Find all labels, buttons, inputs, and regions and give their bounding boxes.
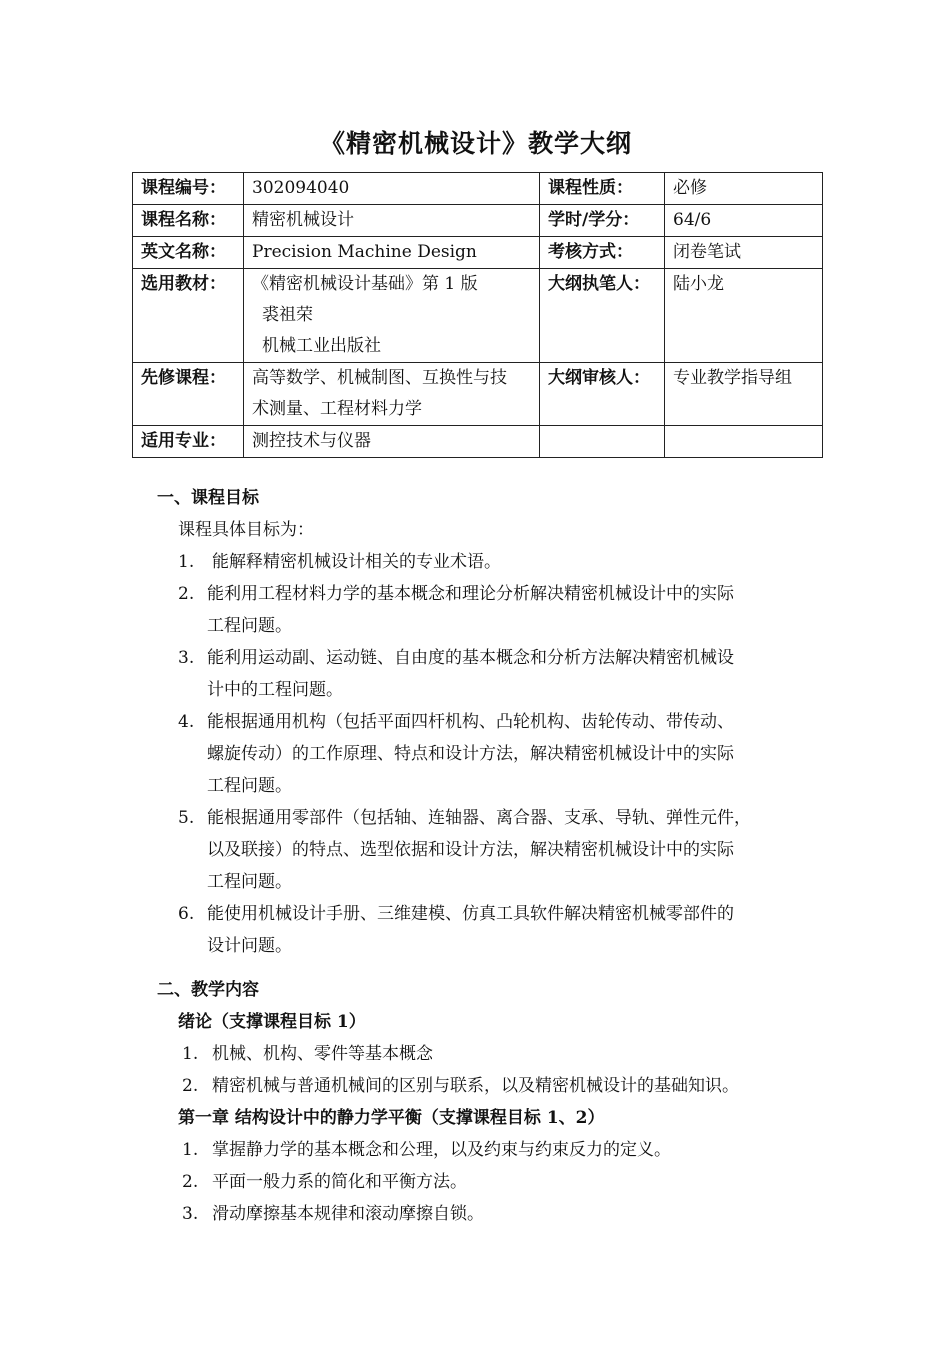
section-teaching-content-heading: 二、教学内容 — [157, 980, 259, 1000]
list-number: 1. — [178, 552, 195, 572]
list-item — [182, 1070, 822, 1102]
list-text: 能根据通用零部件（包括轴、连轴器、离合器、支承、导轨、弹性元件， — [207, 808, 751, 828]
list-item — [182, 1038, 822, 1070]
hours-credits-value: 64/6 — [665, 205, 823, 237]
list-item — [182, 1166, 822, 1198]
intro-chapter-heading: 绪论（支撑课程目标 1） — [178, 1012, 366, 1032]
list-text: 机械、机构、零件等基本概念 — [212, 1044, 433, 1064]
table-row — [133, 173, 823, 205]
major-value: 测控技术与仪器 — [244, 426, 540, 458]
textbook-author: 裘祖荣 — [262, 305, 313, 325]
list-number: 2. — [182, 1076, 199, 1096]
empty-cell — [665, 426, 823, 458]
list-text: 以及联接）的特点、选型依据和设计方法，解决精密机械设计中的实际 — [207, 840, 734, 860]
table-row — [133, 269, 823, 363]
prereq-line-2: 术测量、工程材料力学 — [252, 399, 422, 419]
list-number: 2. — [182, 1172, 199, 1192]
objectives-intro: 课程具体目标为： — [178, 520, 314, 540]
list-text: 工程问题。 — [207, 872, 292, 892]
list-text: 能利用工程材料力学的基本概念和理论分析解决精密机械设计中的实际 — [207, 584, 734, 604]
list-number: 2. — [178, 584, 195, 604]
prereq-value — [244, 363, 540, 426]
list-text: 掌握静力学的基本概念和公理，以及约束与约束反力的定义。 — [212, 1140, 671, 1160]
prereq-line-1: 高等数学、机械制图、互换性与技 — [252, 368, 507, 388]
list-number: 3. — [178, 648, 195, 668]
list-number: 5. — [178, 808, 195, 828]
list-number: 6. — [178, 904, 195, 924]
reviewer-label: 大纲审核人： — [540, 363, 665, 426]
english-name-label: 英文名称： — [133, 237, 244, 269]
list-item — [182, 1134, 822, 1166]
empty-cell — [540, 426, 665, 458]
table-row — [133, 363, 823, 426]
list-item — [182, 1198, 822, 1230]
hours-credits-label: 学时/学分： — [540, 205, 665, 237]
table-row — [133, 426, 823, 458]
course-nature-label: 课程性质： — [540, 173, 665, 205]
list-text: 能使用机械设计手册、三维建模、仿真工具软件解决精密机械零部件的 — [207, 904, 734, 924]
list-text: 能利用运动副、运动链、自由度的基本概念和分析方法解决精密机械设 — [207, 648, 734, 668]
textbook-publisher: 机械工业出版社 — [262, 336, 381, 356]
list-item — [178, 642, 818, 706]
list-text: 工程问题。 — [207, 776, 292, 796]
list-text: 工程问题。 — [207, 616, 292, 636]
list-item — [178, 706, 818, 802]
course-code-value: 302094040 — [244, 173, 540, 205]
english-name-value: Precision Machine Design — [244, 237, 540, 269]
list-item — [178, 802, 818, 898]
textbook-label: 选用教材： — [133, 269, 244, 363]
list-text: 能根据通用机构（包括平面四杆机构、凸轮机构、齿轮传动、带传动、 — [207, 712, 734, 732]
textbook-title: 《精密机械设计基础》第 1 版 — [252, 274, 478, 294]
list-number: 1. — [182, 1044, 199, 1064]
course-name-label: 课程名称： — [133, 205, 244, 237]
reviewer-value: 专业教学指导组 — [665, 363, 823, 426]
table-row — [133, 237, 823, 269]
list-text: 精密机械与普通机械间的区别与联系，以及精密机械设计的基础知识。 — [212, 1076, 739, 1096]
list-number: 1. — [182, 1140, 199, 1160]
course-info-table — [132, 172, 823, 458]
course-name-value: 精密机械设计 — [244, 205, 540, 237]
list-text: 平面一般力系的简化和平衡方法。 — [212, 1172, 467, 1192]
assessment-label: 考核方式： — [540, 237, 665, 269]
list-text: 能解释精密机械设计相关的专业术语。 — [212, 552, 501, 572]
list-item — [178, 546, 818, 578]
chapter-1-heading: 第一章 结构设计中的静力学平衡（支撑课程目标 1、2） — [178, 1108, 605, 1128]
list-item — [178, 578, 818, 642]
textbook-value — [244, 269, 540, 363]
list-text: 设计问题。 — [207, 936, 292, 956]
table-row — [133, 205, 823, 237]
author-label: 大纲执笔人： — [540, 269, 665, 363]
assessment-value: 闭卷笔试 — [665, 237, 823, 269]
list-text: 计中的工程问题。 — [207, 680, 343, 700]
author-value: 陆小龙 — [665, 269, 823, 363]
course-code-label: 课程编号： — [133, 173, 244, 205]
list-item — [178, 898, 818, 962]
course-nature-value: 必修 — [665, 173, 823, 205]
prereq-label: 先修课程： — [133, 363, 244, 426]
document-title: 《精密机械设计》教学大纲 — [319, 129, 632, 158]
section-course-objectives-heading: 一、课程目标 — [157, 488, 259, 508]
list-text: 滑动摩擦基本规律和滚动摩擦自锁。 — [212, 1204, 484, 1224]
list-number: 3. — [182, 1204, 199, 1224]
list-text: 螺旋传动）的工作原理、特点和设计方法，解决精密机械设计中的实际 — [207, 744, 734, 764]
major-label: 适用专业： — [133, 426, 244, 458]
list-number: 4. — [178, 712, 195, 732]
